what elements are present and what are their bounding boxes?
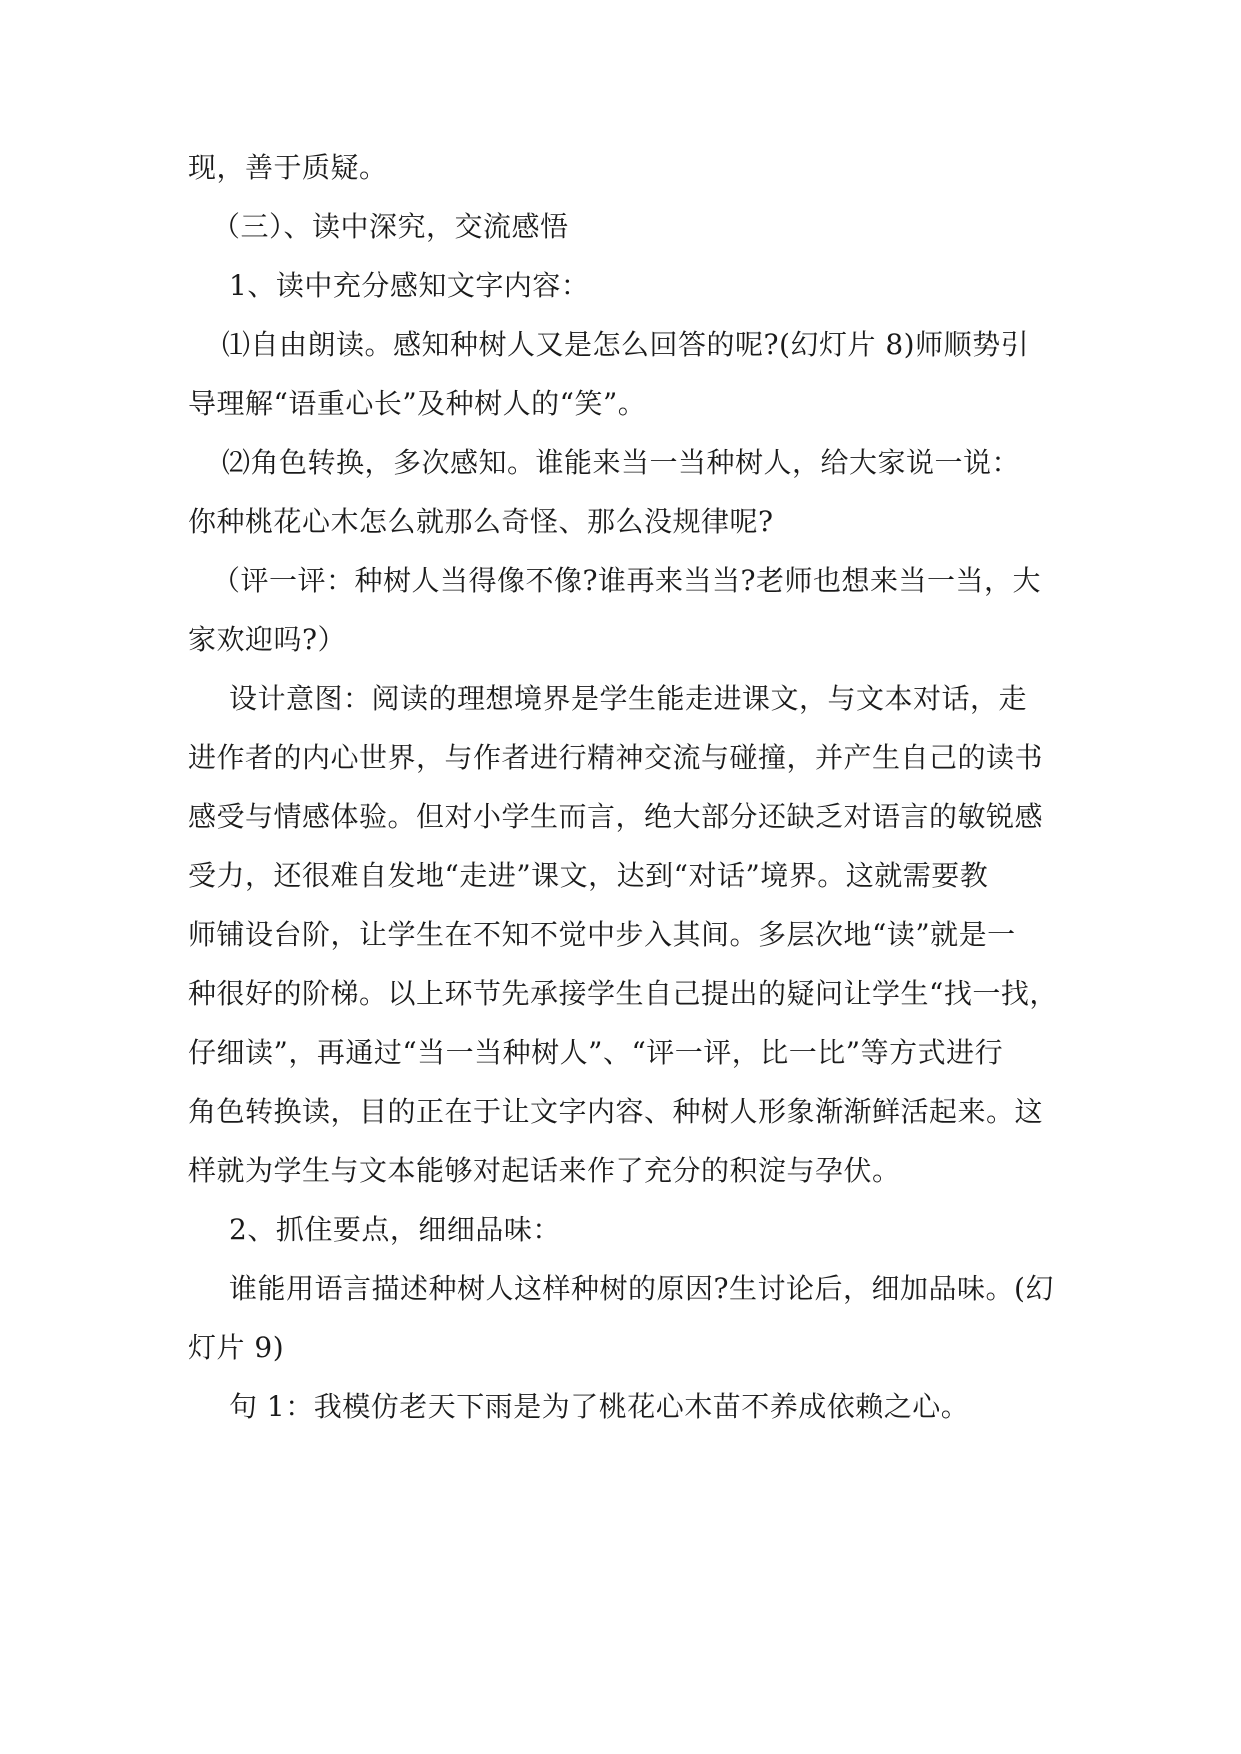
text-line: 家欢迎吗?） [188, 623, 347, 656]
text-line: 进作者的内心世界，与作者进行精神交流与碰撞，并产生自己的读书 [188, 741, 1044, 774]
text-line: 设计意图：阅读的理想境界是学生能走进课文，与文本对话，走 [229, 682, 1028, 715]
text-line: 角色转换读，目的正在于让文字内容、种树人形象渐渐鲜活起来。这 [188, 1095, 1044, 1128]
text-line: （评一评：种树人当得像不像?谁再来当当?老师也想来当一当，大 [212, 564, 1042, 597]
text-line: 谁能用语言描述种树人这样种树的原因?生讨论后，细加品味。(幻 [229, 1272, 1054, 1305]
text-line: ⑴自由朗读。感知种树人又是怎么回答的呢?(幻灯片 8)师顺势引 [222, 328, 1030, 361]
text-line: 样就为学生与文本能够对起话来作了充分的积淀与孕伏。 [188, 1154, 901, 1187]
text-line: ⑵角色转换，多次感知。谁能来当一当种树人，给大家说一说： [222, 446, 1021, 479]
subsection-heading: 1、读中充分感知文字内容： [229, 269, 590, 302]
text-line: 句 1：我模仿老天下雨是为了桃花心木苗不养成依赖之心。 [229, 1390, 970, 1423]
text-line: 仔细读”，再通过“当一当种树人”、“评一评，比一比”等方式进行 [188, 1036, 1004, 1069]
section-heading: （三）、读中深究，交流感悟 [212, 210, 569, 243]
text-line: 灯片 9) [188, 1331, 285, 1364]
text-line: 导理解“语重心长”及种树人的“笑”。 [188, 387, 647, 420]
text-line: 师铺设台阶，让学生在不知不觉中步入其间。多层次地“读”就是一 [188, 918, 1016, 951]
text-line: 现，善于质疑。 [188, 151, 388, 184]
text-line: 感受与情感体验。但对小学生而言，绝大部分还缺乏对语言的敏锐感 [188, 800, 1044, 833]
text-line: 种很好的阶梯。以上环节先承接学生自己提出的疑问让学生“找一找， [188, 977, 1058, 1010]
text-line: 受力，还很难自发地“走进”课文，达到“对话”境界。这就需要教 [188, 859, 989, 892]
text-line: 你种桃花心木怎么就那么奇怪、那么没规律呢? [188, 505, 774, 538]
subsection-heading: 2、抓住要点，细细品味： [229, 1213, 561, 1246]
